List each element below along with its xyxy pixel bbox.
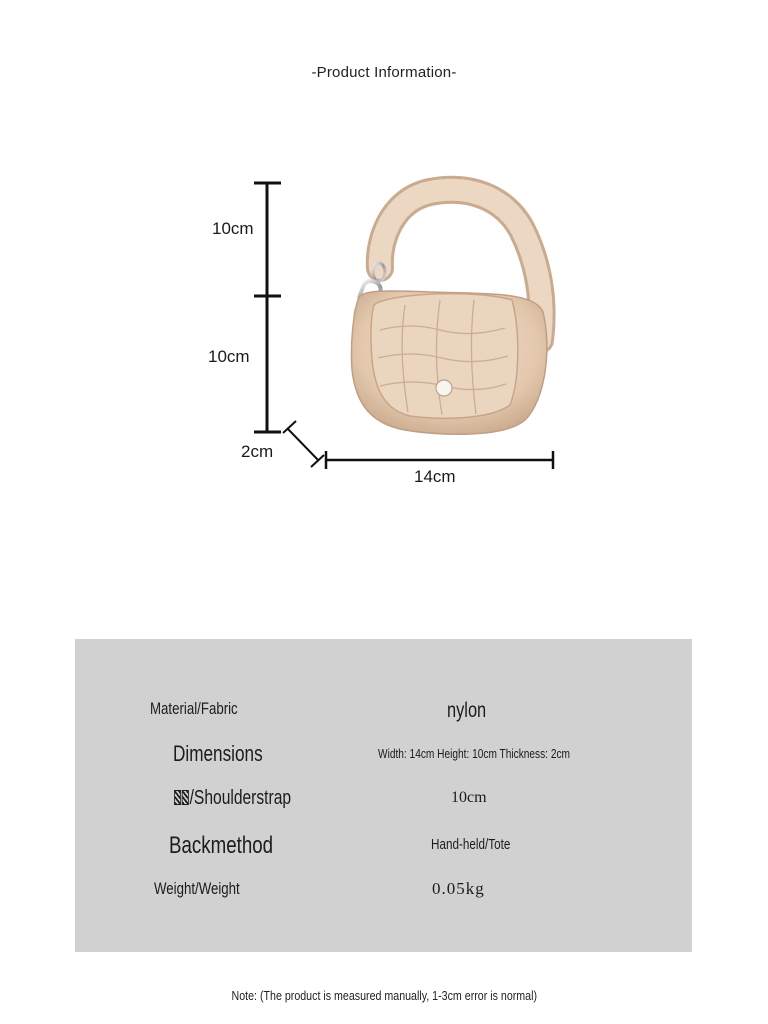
- spec-key: Weight/Weight: [154, 879, 240, 898]
- missing-glyph-icon: [174, 790, 181, 805]
- spec-row-backmethod: [75, 832, 692, 872]
- spec-row-weight: [75, 879, 692, 919]
- spec-value: 10cm: [451, 789, 487, 806]
- spec-panel: [75, 639, 692, 952]
- footer-note: [0, 988, 768, 1003]
- page-title: -Product Information-: [311, 64, 457, 81]
- footer-note-text: Note: (The product is measured manually, 1-3cm error is normal): [231, 988, 537, 1003]
- spec-row-dimensions: [75, 741, 692, 781]
- missing-glyph-icon: [182, 790, 189, 805]
- bag-height-label: 10cm: [208, 347, 250, 366]
- spec-row-material: [75, 699, 692, 739]
- spec-value: Hand-held/Tote: [431, 836, 511, 853]
- strap-height-label: 10cm: [212, 219, 254, 238]
- spec-row-shoulderstrap: [75, 787, 692, 827]
- thickness-label: 2cm: [241, 442, 274, 461]
- width-label: 14cm: [414, 467, 456, 486]
- vertical-dimension-line: [254, 183, 281, 432]
- bag-illustration: [351, 190, 546, 434]
- spec-key: Backmethod: [169, 832, 274, 859]
- spec-value: nylon: [447, 699, 487, 722]
- spec-value: 0.05kg: [432, 879, 485, 898]
- spec-value: Width: 14cm Height: 10cm Thickness: 2cm: [378, 746, 570, 761]
- spec-key: Material/Fabric: [150, 699, 238, 718]
- spec-key: Dimensions: [173, 741, 263, 766]
- spec-key: /Shoulderstrap: [189, 787, 292, 809]
- thickness-dimension-line: [283, 421, 324, 467]
